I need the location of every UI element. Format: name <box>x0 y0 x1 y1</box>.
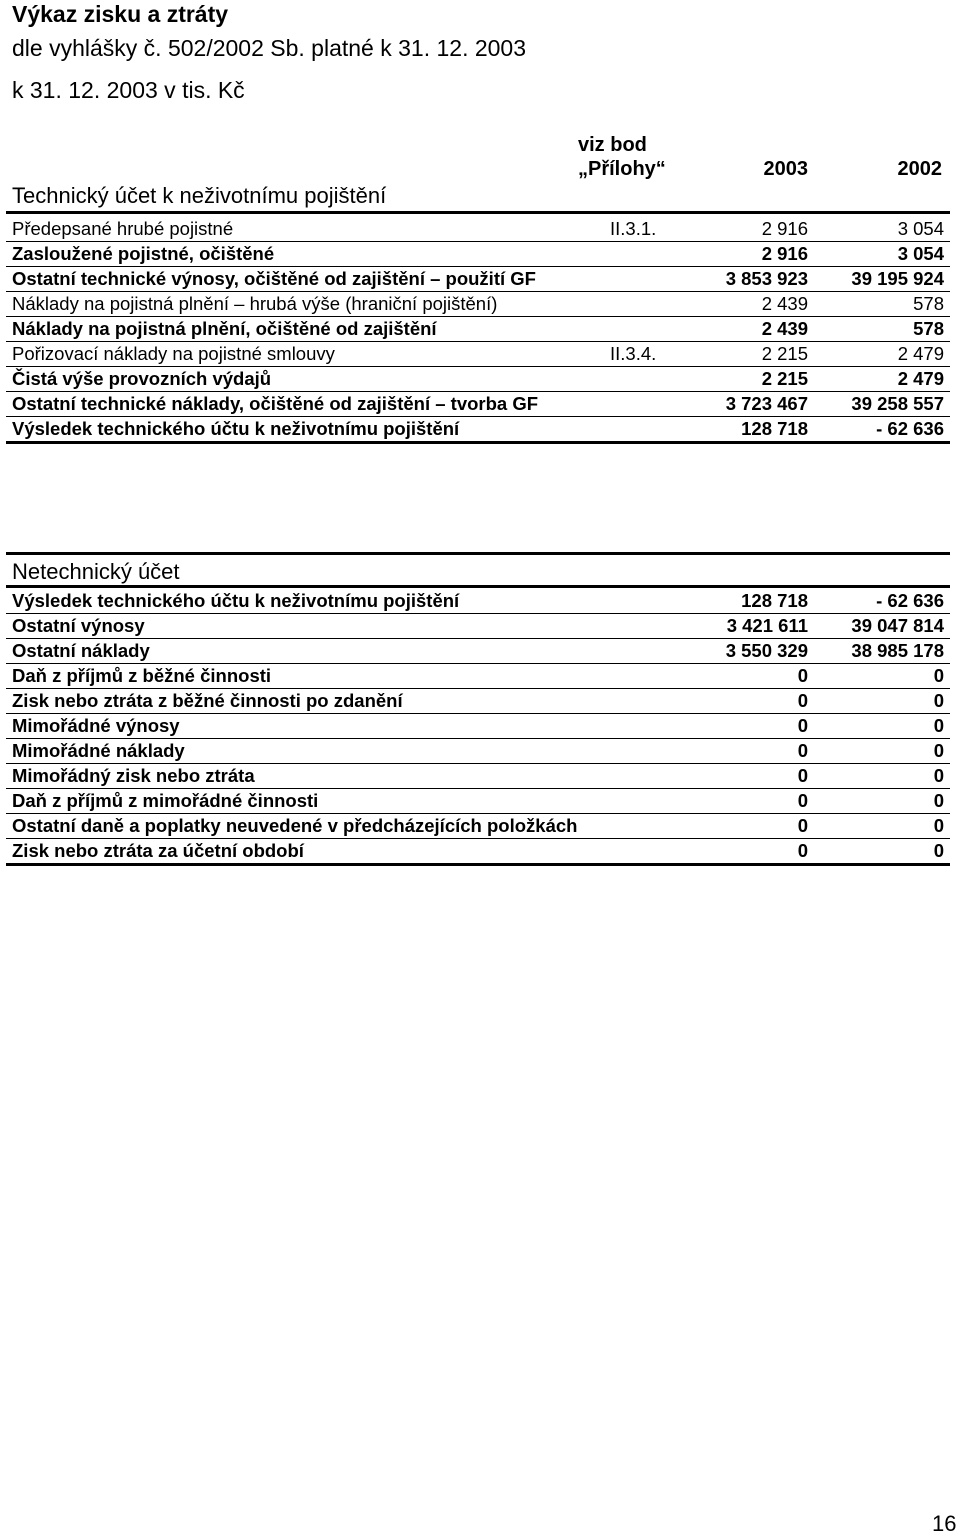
row-value-2002: 0 <box>814 814 950 839</box>
row-note: II.3.1. <box>610 217 702 242</box>
row-value-2003: 0 <box>702 764 814 789</box>
section2-top-rule <box>6 552 950 555</box>
row-label: Ostatní výnosy <box>6 614 610 639</box>
row-note <box>610 839 702 865</box>
note-column-header <box>578 133 666 181</box>
row-value-2003: 2 215 <box>702 367 814 392</box>
row-note <box>610 739 702 764</box>
note-header-line1: viz bod <box>578 134 647 156</box>
section1-top-rule <box>6 211 950 214</box>
row-label: Pořizovací náklady na pojistné smlouvy <box>6 342 610 367</box>
table-row <box>6 267 950 292</box>
row-value-2003: 2 916 <box>702 242 814 267</box>
row-label: Daň z příjmů z mimořádné činnosti <box>6 789 610 814</box>
row-label: Daň z příjmů z běžné činnosti <box>6 664 610 689</box>
nontechnical-account-table <box>6 589 950 866</box>
row-note <box>610 714 702 739</box>
row-value-2002: 39 195 924 <box>814 267 950 292</box>
row-value-2003: 3 421 611 <box>702 614 814 639</box>
row-label: Výsledek technického účtu k neživotnímu pojištění <box>6 589 610 614</box>
technical-account-table <box>6 217 950 444</box>
row-value-2003: 2 439 <box>702 292 814 317</box>
row-label: Předepsané hrubé pojistné <box>6 217 610 242</box>
row-label: Čistá výše provozních výdajů <box>6 367 610 392</box>
year-2003-header: 2003 <box>763 158 808 180</box>
table-row <box>6 839 950 865</box>
table-row <box>6 689 950 714</box>
row-value-2002: 3 054 <box>814 217 950 242</box>
row-value-2002: - 62 636 <box>814 589 950 614</box>
row-value-2003: 0 <box>702 839 814 865</box>
row-label: Ostatní náklady <box>6 639 610 664</box>
table-row <box>6 764 950 789</box>
note-header-line2: „Přílohy“ <box>578 158 666 180</box>
row-value-2002: 578 <box>814 292 950 317</box>
section-technical-title: Technický účet k neživotnímu pojištění <box>12 183 387 208</box>
row-value-2002: 0 <box>814 789 950 814</box>
row-note <box>610 417 702 443</box>
page-title: Výkaz zisku a ztráty <box>12 1 229 27</box>
subtitle: dle vyhlášky č. 502/2002 Sb. platné k 31. 12. 2003 <box>12 35 527 61</box>
row-value-2002: 0 <box>814 689 950 714</box>
row-value-2003: 0 <box>702 689 814 714</box>
row-note <box>610 292 702 317</box>
row-value-2003: 128 718 <box>702 417 814 443</box>
row-label: Mimořádné výnosy <box>6 714 610 739</box>
row-value-2002: 0 <box>814 714 950 739</box>
row-value-2002: 39 047 814 <box>814 614 950 639</box>
row-value-2002: 2 479 <box>814 342 950 367</box>
row-note <box>610 367 702 392</box>
row-value-2003: 3 550 329 <box>702 639 814 664</box>
section-nontechnical-title: Netechnický účet <box>12 559 180 584</box>
row-value-2003: 128 718 <box>702 589 814 614</box>
table-row <box>6 814 950 839</box>
table-row <box>6 217 950 242</box>
section2-header-rule <box>6 585 950 588</box>
row-value-2003: 0 <box>702 739 814 764</box>
table-row <box>6 242 950 267</box>
row-note: II.3.4. <box>610 342 702 367</box>
table-row <box>6 589 950 614</box>
row-note <box>610 814 702 839</box>
row-label: Mimořádné náklady <box>6 739 610 764</box>
row-note <box>610 614 702 639</box>
table-row <box>6 614 950 639</box>
row-note <box>610 664 702 689</box>
table-row <box>6 317 950 342</box>
row-value-2003: 2 439 <box>702 317 814 342</box>
table-row <box>6 392 950 417</box>
row-note <box>610 242 702 267</box>
row-label: Náklady na pojistná plnění, očištěné od zajištění <box>6 317 610 342</box>
row-value-2002: 578 <box>814 317 950 342</box>
row-label: Zisk nebo ztráta za účetní období <box>6 839 610 865</box>
table-row <box>6 714 950 739</box>
row-value-2003: 0 <box>702 664 814 689</box>
row-note <box>610 589 702 614</box>
row-value-2002: 2 479 <box>814 367 950 392</box>
table-row <box>6 367 950 392</box>
row-value-2002: - 62 636 <box>814 417 950 443</box>
row-value-2002: 0 <box>814 764 950 789</box>
row-note <box>610 317 702 342</box>
row-value-2003: 0 <box>702 789 814 814</box>
row-note <box>610 789 702 814</box>
row-value-2002: 0 <box>814 664 950 689</box>
row-label: Náklady na pojistná plnění – hrubá výše (hraniční pojištění) <box>6 292 610 317</box>
row-note <box>610 267 702 292</box>
row-value-2002: 0 <box>814 839 950 865</box>
row-note <box>610 392 702 417</box>
date-line: k 31. 12. 2003 v tis. Kč <box>12 77 245 103</box>
table-row <box>6 739 950 764</box>
row-value-2002: 0 <box>814 739 950 764</box>
row-value-2003: 3 723 467 <box>702 392 814 417</box>
row-label: Ostatní daně a poplatky neuvedené v předcházejících položkách <box>6 814 610 839</box>
table-row <box>6 664 950 689</box>
row-label: Mimořádný zisk nebo ztráta <box>6 764 610 789</box>
row-label: Ostatní technické náklady, očištěné od zajištění – tvorba GF <box>6 392 610 417</box>
table-row <box>6 342 950 367</box>
row-value-2002: 3 054 <box>814 242 950 267</box>
row-value-2003: 2 916 <box>702 217 814 242</box>
year-2002-header: 2002 <box>897 158 942 180</box>
row-value-2003: 3 853 923 <box>702 267 814 292</box>
row-label: Zasloužené pojistné, očištěné <box>6 242 610 267</box>
row-value-2002: 39 258 557 <box>814 392 950 417</box>
row-value-2003: 0 <box>702 714 814 739</box>
row-value-2003: 2 215 <box>702 342 814 367</box>
row-note <box>610 764 702 789</box>
row-label: Výsledek technického účtu k neživotnímu pojištění <box>6 417 610 443</box>
table-row <box>6 417 950 443</box>
row-note <box>610 689 702 714</box>
table-row <box>6 292 950 317</box>
page-number: 16 <box>932 1511 957 1536</box>
row-note <box>610 639 702 664</box>
row-label: Ostatní technické výnosy, očištěné od zajištění – použití GF <box>6 267 610 292</box>
table-row <box>6 639 950 664</box>
row-value-2003: 0 <box>702 814 814 839</box>
row-value-2002: 38 985 178 <box>814 639 950 664</box>
table-row <box>6 789 950 814</box>
row-label: Zisk nebo ztráta z běžné činnosti po zdanění <box>6 689 610 714</box>
